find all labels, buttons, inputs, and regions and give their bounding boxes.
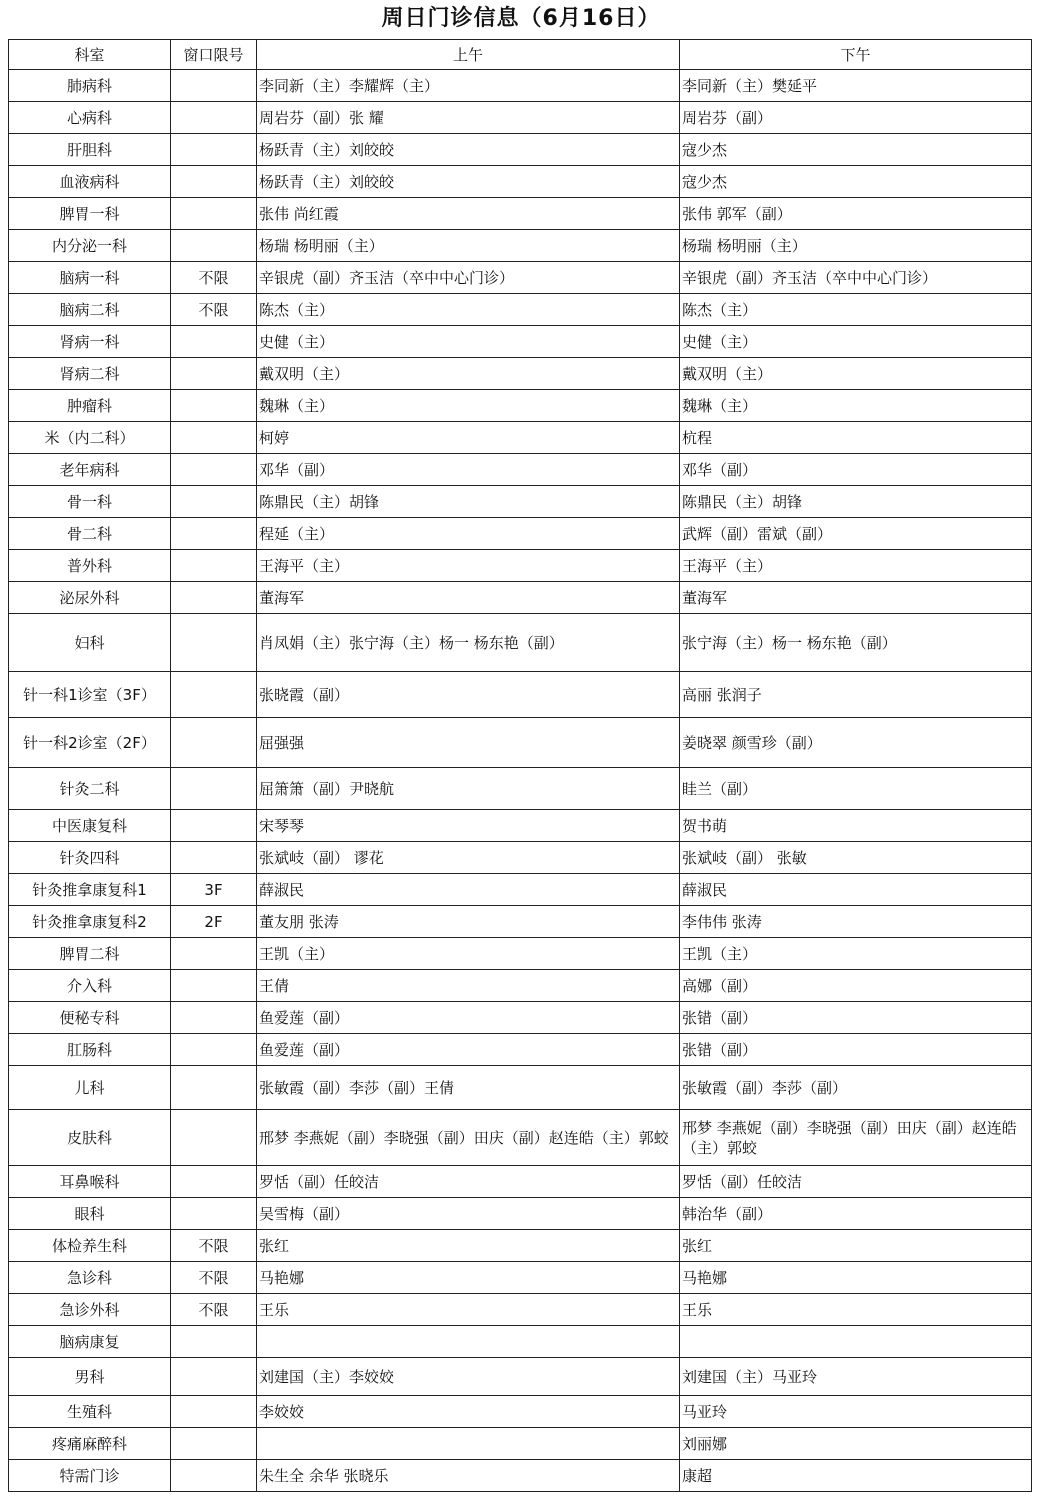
- morning-doctors-cell: 柯婷: [257, 422, 680, 454]
- morning-doctors-cell: 张斌岐（副） 谬花: [257, 842, 680, 874]
- dept-cell: 普外科: [9, 550, 171, 582]
- dept-cell: 脑病一科: [9, 262, 171, 294]
- morning-doctors-cell: 董海军: [257, 582, 680, 614]
- table-row: [9, 390, 1032, 422]
- window-limit-cell: [171, 326, 257, 358]
- afternoon-doctors-cell: 武辉（副）雷斌（副）: [680, 518, 1032, 550]
- dept-cell: 肾病二科: [9, 358, 171, 390]
- afternoon-doctors-cell: 康超: [680, 1460, 1032, 1492]
- afternoon-doctors-cell: 马亚玲: [680, 1396, 1032, 1428]
- header-am: 上午: [257, 40, 680, 70]
- morning-doctors-cell: 刘建国（主）李姣姣: [257, 1358, 680, 1396]
- dept-cell: 泌尿外科: [9, 582, 171, 614]
- morning-doctors-cell: [257, 1326, 680, 1358]
- afternoon-doctors-cell: 杭程: [680, 422, 1032, 454]
- afternoon-doctors-cell: 姜晓翠 颜雪珍（副）: [680, 718, 1032, 768]
- afternoon-doctors-cell: 刘建国（主）马亚玲: [680, 1358, 1032, 1396]
- table-row: [9, 422, 1032, 454]
- dept-cell: 血液病科: [9, 166, 171, 198]
- window-limit-cell: [171, 718, 257, 768]
- afternoon-doctors-cell: 张错（副）: [680, 1002, 1032, 1034]
- window-limit-cell: [171, 1034, 257, 1066]
- header-pm: 下午: [680, 40, 1032, 70]
- header-dept: 科室: [9, 40, 171, 70]
- afternoon-doctors-cell: 周岩芬（副）: [680, 102, 1032, 134]
- table-row: [9, 1034, 1032, 1066]
- morning-doctors-cell: 邓华（副）: [257, 454, 680, 486]
- dept-cell: 脾胃一科: [9, 198, 171, 230]
- morning-doctors-cell: 薛淑民: [257, 874, 680, 906]
- dept-cell: 骨一科: [9, 486, 171, 518]
- table-row: [9, 1262, 1032, 1294]
- window-limit-cell: 不限: [171, 262, 257, 294]
- table-row: [9, 70, 1032, 102]
- window-limit-cell: [171, 1110, 257, 1166]
- table-row: [9, 518, 1032, 550]
- table-row: [9, 582, 1032, 614]
- morning-doctors-cell: 史健（主）: [257, 326, 680, 358]
- afternoon-doctors-cell: 辛银虎（副）齐玉洁（卒中中心门诊）: [680, 262, 1032, 294]
- afternoon-doctors-cell: 魏琳（主）: [680, 390, 1032, 422]
- window-limit-cell: [171, 1198, 257, 1230]
- morning-doctors-cell: 陈杰（主）: [257, 294, 680, 326]
- table-row: [9, 1198, 1032, 1230]
- afternoon-doctors-cell: 寇少杰: [680, 166, 1032, 198]
- window-limit-cell: [171, 1066, 257, 1110]
- morning-doctors-cell: 李姣姣: [257, 1396, 680, 1428]
- window-limit-cell: 不限: [171, 294, 257, 326]
- window-limit-cell: [171, 518, 257, 550]
- dept-cell: 便秘专科: [9, 1002, 171, 1034]
- afternoon-doctors-cell: 杨瑞 杨明丽（主）: [680, 230, 1032, 262]
- dept-cell: 针灸推拿康复科1: [9, 874, 171, 906]
- afternoon-doctors-cell: 董海军: [680, 582, 1032, 614]
- dept-cell: 肝胆科: [9, 134, 171, 166]
- morning-doctors-cell: 邢梦 李燕妮（副）李晓强（副）田庆（副）赵连皓（主）郭蛟: [257, 1110, 680, 1166]
- table-row: [9, 672, 1032, 718]
- morning-doctors-cell: 张晓霞（副）: [257, 672, 680, 718]
- window-limit-cell: [171, 486, 257, 518]
- table-row: [9, 1002, 1032, 1034]
- table-row: [9, 718, 1032, 768]
- window-limit-cell: 不限: [171, 1230, 257, 1262]
- page-title: 周日门诊信息（6月16日）: [381, 6, 661, 31]
- window-limit-cell: 不限: [171, 1262, 257, 1294]
- table-row: [9, 166, 1032, 198]
- dept-cell: 儿科: [9, 1066, 171, 1110]
- schedule-table: [8, 39, 1032, 1492]
- header-window: 窗口限号: [171, 40, 257, 70]
- afternoon-doctors-cell: 史健（主）: [680, 326, 1032, 358]
- morning-doctors-cell: 李同新（主）李耀辉（主）: [257, 70, 680, 102]
- morning-doctors-cell: 陈鼎民（主）胡锋: [257, 486, 680, 518]
- window-limit-cell: [171, 166, 257, 198]
- dept-cell: 脑病康复: [9, 1326, 171, 1358]
- header-row: [9, 40, 1032, 70]
- table-row: [9, 1358, 1032, 1396]
- window-limit-cell: [171, 550, 257, 582]
- window-limit-cell: [171, 768, 257, 810]
- window-limit-cell: 3F: [171, 874, 257, 906]
- afternoon-doctors-cell: 刘丽娜: [680, 1428, 1032, 1460]
- window-limit-cell: [171, 614, 257, 672]
- afternoon-doctors-cell: 张敏霞（副）李莎（副）: [680, 1066, 1032, 1110]
- morning-doctors-cell: 王倩: [257, 970, 680, 1002]
- dept-cell: 脾胃二科: [9, 938, 171, 970]
- afternoon-doctors-cell: 张伟 郭军（副）: [680, 198, 1032, 230]
- morning-doctors-cell: 肖凤娟（主）张宁海（主）杨一 杨东艳（副）: [257, 614, 680, 672]
- dept-cell: 疼痛麻醉科: [9, 1428, 171, 1460]
- table-row: [9, 262, 1032, 294]
- dept-cell: 米（内二科）: [9, 422, 171, 454]
- window-limit-cell: [171, 1396, 257, 1428]
- dept-cell: 急诊科: [9, 1262, 171, 1294]
- morning-doctors-cell: 鱼爱莲（副）: [257, 1034, 680, 1066]
- morning-doctors-cell: 董友朋 张涛: [257, 906, 680, 938]
- afternoon-doctors-cell: 韩治华（副）: [680, 1198, 1032, 1230]
- window-limit-cell: [171, 1002, 257, 1034]
- dept-cell: 体检养生科: [9, 1230, 171, 1262]
- morning-doctors-cell: 周岩芬（副）张 耀: [257, 102, 680, 134]
- dept-cell: 急诊外科: [9, 1294, 171, 1326]
- afternoon-doctors-cell: 王乐: [680, 1294, 1032, 1326]
- dept-cell: 内分泌一科: [9, 230, 171, 262]
- table-row: [9, 1230, 1032, 1262]
- afternoon-doctors-cell: 陈鼎民（主）胡锋: [680, 486, 1032, 518]
- dept-cell: 生殖科: [9, 1396, 171, 1428]
- dept-cell: 心病科: [9, 102, 171, 134]
- table-row: [9, 970, 1032, 1002]
- table-row: [9, 102, 1032, 134]
- afternoon-doctors-cell: 薛淑民: [680, 874, 1032, 906]
- table-row: [9, 230, 1032, 262]
- afternoon-doctors-cell: 邢梦 李燕妮（副）李晓强（副）田庆（副）赵连皓（主）郭蛟: [680, 1110, 1032, 1166]
- window-limit-cell: [171, 1166, 257, 1198]
- window-limit-cell: [171, 672, 257, 718]
- window-limit-cell: [171, 358, 257, 390]
- dept-cell: 脑病二科: [9, 294, 171, 326]
- afternoon-doctors-cell: [680, 1326, 1032, 1358]
- dept-cell: 肿瘤科: [9, 390, 171, 422]
- dept-cell: 肛肠科: [9, 1034, 171, 1066]
- afternoon-doctors-cell: 眭兰（副）: [680, 768, 1032, 810]
- table-row: [9, 614, 1032, 672]
- table-row: [9, 1110, 1032, 1166]
- morning-doctors-cell: 马艳娜: [257, 1262, 680, 1294]
- table-row: [9, 358, 1032, 390]
- window-limit-cell: [171, 1428, 257, 1460]
- dept-cell: 妇科: [9, 614, 171, 672]
- afternoon-doctors-cell: 李伟伟 张涛: [680, 906, 1032, 938]
- dept-cell: 耳鼻喉科: [9, 1166, 171, 1198]
- morning-doctors-cell: 罗恬（副）任皎洁: [257, 1166, 680, 1198]
- window-limit-cell: [171, 1326, 257, 1358]
- table-row: [9, 1396, 1032, 1428]
- morning-doctors-cell: 鱼爱莲（副）: [257, 1002, 680, 1034]
- morning-doctors-cell: 屈箫箫（副）尹晓航: [257, 768, 680, 810]
- table-row: [9, 454, 1032, 486]
- table-row: [9, 1460, 1032, 1492]
- window-limit-cell: [171, 810, 257, 842]
- schedule-body: [9, 70, 1032, 1492]
- window-limit-cell: [171, 1460, 257, 1492]
- table-row: [9, 938, 1032, 970]
- afternoon-doctors-cell: 李同新（主）樊延平: [680, 70, 1032, 102]
- dept-cell: 中医康复科: [9, 810, 171, 842]
- afternoon-doctors-cell: 寇少杰: [680, 134, 1032, 166]
- window-limit-cell: [171, 842, 257, 874]
- window-limit-cell: [171, 198, 257, 230]
- morning-doctors-cell: 戴双明（主）: [257, 358, 680, 390]
- table-row: [9, 1428, 1032, 1460]
- afternoon-doctors-cell: 王凯（主）: [680, 938, 1032, 970]
- dept-cell: 眼科: [9, 1198, 171, 1230]
- morning-doctors-cell: [257, 1428, 680, 1460]
- afternoon-doctors-cell: 张红: [680, 1230, 1032, 1262]
- afternoon-doctors-cell: 张斌岐（副） 张敏: [680, 842, 1032, 874]
- afternoon-doctors-cell: 马艳娜: [680, 1262, 1032, 1294]
- dept-cell: 针一科1诊室（3F）: [9, 672, 171, 718]
- morning-doctors-cell: 杨跃青（主）刘皎皎: [257, 166, 680, 198]
- window-limit-cell: [171, 390, 257, 422]
- afternoon-doctors-cell: 王海平（主）: [680, 550, 1032, 582]
- window-limit-cell: [171, 70, 257, 102]
- table-row: [9, 486, 1032, 518]
- dept-cell: 针一科2诊室（2F）: [9, 718, 171, 768]
- table-row: [9, 294, 1032, 326]
- afternoon-doctors-cell: 张宁海（主）杨一 杨东艳（副）: [680, 614, 1032, 672]
- window-limit-cell: [171, 422, 257, 454]
- morning-doctors-cell: 张敏霞（副）李莎（副）王倩: [257, 1066, 680, 1110]
- table-row: [9, 1294, 1032, 1326]
- table-row: [9, 1326, 1032, 1358]
- dept-cell: 老年病科: [9, 454, 171, 486]
- dept-cell: 介入科: [9, 970, 171, 1002]
- dept-cell: 针灸四科: [9, 842, 171, 874]
- morning-doctors-cell: 程延（主）: [257, 518, 680, 550]
- morning-doctors-cell: 屈强强: [257, 718, 680, 768]
- morning-doctors-cell: 辛银虎（副）齐玉洁（卒中中心门诊）: [257, 262, 680, 294]
- dept-cell: 男科: [9, 1358, 171, 1396]
- window-limit-cell: 不限: [171, 1294, 257, 1326]
- table-row: [9, 1066, 1032, 1110]
- afternoon-doctors-cell: 邓华（副）: [680, 454, 1032, 486]
- morning-doctors-cell: 宋琴琴: [257, 810, 680, 842]
- dept-cell: 骨二科: [9, 518, 171, 550]
- morning-doctors-cell: 张伟 尚红霞: [257, 198, 680, 230]
- afternoon-doctors-cell: 罗恬（副）任皎洁: [680, 1166, 1032, 1198]
- morning-doctors-cell: 王凯（主）: [257, 938, 680, 970]
- table-row: [9, 326, 1032, 358]
- morning-doctors-cell: 魏琳（主）: [257, 390, 680, 422]
- table-row: [9, 1166, 1032, 1198]
- dept-cell: 针灸推拿康复科2: [9, 906, 171, 938]
- table-row: [9, 874, 1032, 906]
- dept-cell: 肺病科: [9, 70, 171, 102]
- dept-cell: 针灸二科: [9, 768, 171, 810]
- window-limit-cell: [171, 454, 257, 486]
- afternoon-doctors-cell: 戴双明（主）: [680, 358, 1032, 390]
- afternoon-doctors-cell: 贺书萌: [680, 810, 1032, 842]
- afternoon-doctors-cell: 陈杰（主）: [680, 294, 1032, 326]
- table-row: [9, 768, 1032, 810]
- morning-doctors-cell: 王海平（主）: [257, 550, 680, 582]
- table-row: [9, 550, 1032, 582]
- morning-doctors-cell: 张红: [257, 1230, 680, 1262]
- window-limit-cell: [171, 938, 257, 970]
- window-limit-cell: [171, 1358, 257, 1396]
- table-row: [9, 198, 1032, 230]
- morning-doctors-cell: 杨瑞 杨明丽（主）: [257, 230, 680, 262]
- afternoon-doctors-cell: 高丽 张润子: [680, 672, 1032, 718]
- morning-doctors-cell: 朱生全 余华 张晓乐: [257, 1460, 680, 1492]
- window-limit-cell: [171, 102, 257, 134]
- morning-doctors-cell: 王乐: [257, 1294, 680, 1326]
- table-row: [9, 810, 1032, 842]
- afternoon-doctors-cell: 张错（副）: [680, 1034, 1032, 1066]
- morning-doctors-cell: 吴雪梅（副）: [257, 1198, 680, 1230]
- dept-cell: 皮肤科: [9, 1110, 171, 1166]
- table-row: [9, 906, 1032, 938]
- table-row: [9, 842, 1032, 874]
- window-limit-cell: [171, 134, 257, 166]
- morning-doctors-cell: 杨跃青（主）刘皎皎: [257, 134, 680, 166]
- dept-cell: 肾病一科: [9, 326, 171, 358]
- window-limit-cell: [171, 230, 257, 262]
- window-limit-cell: [171, 582, 257, 614]
- afternoon-doctors-cell: 高娜（副）: [680, 970, 1032, 1002]
- table-row: [9, 134, 1032, 166]
- dept-cell: 特需门诊: [9, 1460, 171, 1492]
- window-limit-cell: 2F: [171, 906, 257, 938]
- window-limit-cell: [171, 970, 257, 1002]
